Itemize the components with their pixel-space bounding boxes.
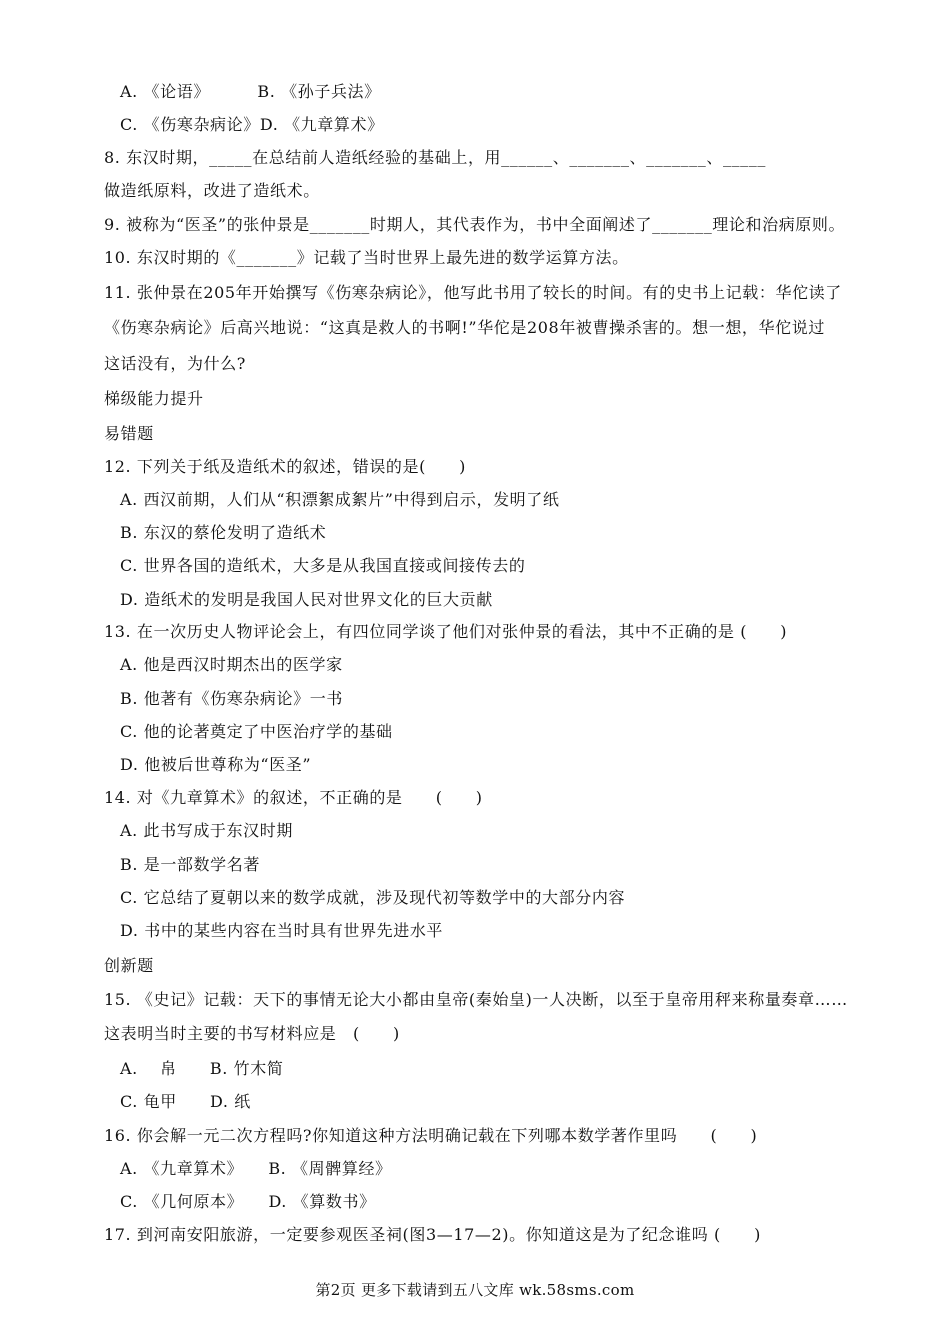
q7-options-ab: A. 《论语》 B. 《孙子兵法》	[120, 82, 381, 101]
q15-options-ab: A. 帛 B. 竹木简	[120, 1059, 284, 1078]
q7-options-cd: C. 《伤寒杂病论》D. 《九章算术》	[120, 115, 384, 134]
q13-option-c: C. 他的论著奠定了中医治疗学的基础	[120, 722, 393, 741]
q16-options-ab: A. 《九章算术》 B. 《周髀算经》	[120, 1159, 392, 1178]
q12-option-c: C. 世界各国的造纸术，大多是从我国直接或间接传去的	[120, 556, 526, 575]
question-8-line-2: 做造纸原料，改进了造纸术。	[104, 181, 320, 200]
q14-option-d: D. 书中的某些内容在当时具有世界先进水平	[120, 921, 444, 940]
q12-option-d: D. 造纸术的发明是我国人民对世界文化的巨大贡献	[120, 590, 493, 609]
question-11-line-3: 这话没有，为什么?	[104, 354, 246, 373]
subsection-heading-innovation: 创新题	[104, 956, 154, 975]
question-11-line-1: 11. 张仲景在205年开始撰写《伤寒杂病论》，他写此书用了较长的时间。有的史书上记载：华佗读了	[104, 283, 842, 302]
question-15-line-2: 这表明当时主要的书写材料应是 ( )	[104, 1024, 400, 1043]
q15-options-cd: C. 龟甲 D. 纸	[120, 1092, 251, 1111]
q16-options-cd: C. 《几何原本》 D. 《算数书》	[120, 1192, 376, 1211]
question-8-line-1: 8. 东汉时期，_____在总结前人造纸经验的基础上，用______、_______、_______、_____	[104, 148, 766, 167]
subsection-heading-error-prone: 易错题	[104, 424, 154, 443]
q13-option-d: D. 他被后世尊称为“医圣”	[120, 755, 312, 774]
q13-option-a: A. 他是西汉时期杰出的医学家	[120, 655, 343, 674]
section-heading: 梯级能力提升	[104, 389, 204, 408]
question-16: 16. 你会解一元二次方程吗?你知道这种方法明确记载在下列哪本数学著作里吗 ( )	[104, 1126, 758, 1145]
question-13: 13. 在一次历史人物评论会上，有四位同学谈了他们对张仲景的看法，其中不正确的是 ( )	[104, 622, 788, 641]
question-9: 9. 被称为“医圣”的张仲景是_______时期人，其代表作为，书中全面阐述了_______理论和治病原则。	[104, 215, 846, 234]
q12-option-a: A. 西汉前期，人们从“积漂絮成絮片”中得到启示，发明了纸	[120, 490, 560, 509]
q13-option-b: B. 他著有《伤寒杂病论》一书	[120, 689, 343, 708]
question-11-line-2: 《伤寒杂病论》后高兴地说：“这真是救人的书啊!”华佗是208年被曹操杀害的。想一想，华佗说过	[104, 318, 825, 337]
q14-option-c: C. 它总结了夏朝以来的数学成就，涉及现代初等数学中的大部分内容	[120, 888, 626, 907]
page-footer: 第2页 更多下载请到五八文库 wk.58sms.com	[315, 1281, 635, 1299]
q14-option-b: B. 是一部数学名著	[120, 855, 260, 874]
q14-option-a: A. 此书写成于东汉时期	[120, 821, 293, 840]
question-12: 12. 下列关于纸及造纸术的叙述，错误的是( )	[104, 457, 467, 476]
q12-option-b: B. 东汉的蔡伦发明了造纸术	[120, 523, 327, 542]
question-14: 14. 对《九章算术》的叙述，不正确的是 ( )	[104, 788, 483, 807]
question-17: 17. 到河南安阳旅游，一定要参观医圣祠(图3—17—2)。你知道这是为了纪念谁吗 ( )	[104, 1225, 761, 1244]
question-10: 10. 东汉时期的《_______》记载了当时世界上最先进的数学运算方法。	[104, 248, 629, 267]
question-15-line-1: 15. 《史记》记载：天下的事情无论大小都由皇帝(秦始皇)一人决断，以至于皇帝用秤来称量奏章……	[104, 990, 848, 1009]
